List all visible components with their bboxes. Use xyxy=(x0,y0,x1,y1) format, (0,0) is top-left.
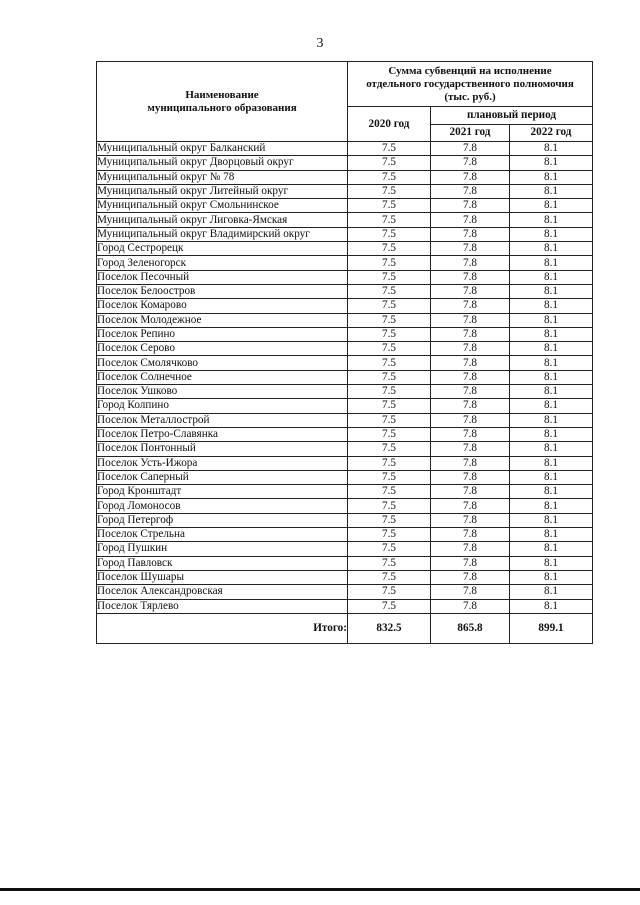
value-2022: 8.1 xyxy=(510,542,593,556)
value-2022: 8.1 xyxy=(510,342,593,356)
table-row xyxy=(97,499,593,513)
value-2022: 8.1 xyxy=(510,327,593,341)
municipality-name: Муниципальный округ Лиговка-Ямская xyxy=(97,213,348,227)
municipality-name: Поселок Молодежное xyxy=(97,313,348,327)
value-2020: 7.5 xyxy=(348,227,431,241)
table-row xyxy=(97,570,593,584)
value-2022: 8.1 xyxy=(510,399,593,413)
value-2021: 7.8 xyxy=(431,399,510,413)
value-2022: 8.1 xyxy=(510,213,593,227)
value-2021: 7.8 xyxy=(431,442,510,456)
value-2022: 8.1 xyxy=(510,284,593,298)
value-2020: 7.5 xyxy=(348,399,431,413)
value-2022: 8.1 xyxy=(510,442,593,456)
municipality-name: Поселок Ушково xyxy=(97,385,348,399)
value-2020: 7.5 xyxy=(348,370,431,384)
planning-period-header: плановый период xyxy=(431,107,593,125)
value-2022: 8.1 xyxy=(510,299,593,313)
value-2021: 7.8 xyxy=(431,485,510,499)
page-number: 3 xyxy=(316,36,324,51)
value-2021: 7.8 xyxy=(431,227,510,241)
table-row xyxy=(97,485,593,499)
table-row xyxy=(97,184,593,198)
amount-header-line3: (тыс. руб.) xyxy=(444,90,496,103)
table-row xyxy=(97,142,593,156)
value-2022: 8.1 xyxy=(510,313,593,327)
municipality-name: Муниципальный округ Дворцовый округ xyxy=(97,156,348,170)
municipality-name: Город Павловск xyxy=(97,556,348,570)
value-2021: 7.8 xyxy=(431,170,510,184)
table-row xyxy=(97,399,593,413)
value-2021: 7.8 xyxy=(431,299,510,313)
table-row xyxy=(97,227,593,241)
value-2022: 8.1 xyxy=(510,499,593,513)
municipality-header-line2: муниципального образования xyxy=(147,101,297,114)
municipality-name: Поселок Комарово xyxy=(97,299,348,313)
value-2022: 8.1 xyxy=(510,184,593,198)
total-2022: 899.1 xyxy=(510,613,593,643)
value-2021: 7.8 xyxy=(431,370,510,384)
value-2020: 7.5 xyxy=(348,299,431,313)
value-2020: 7.5 xyxy=(348,156,431,170)
table-body xyxy=(97,142,593,614)
table-row xyxy=(97,513,593,527)
municipality-name: Муниципальный округ Балканский xyxy=(97,142,348,156)
bottom-rule xyxy=(0,888,640,891)
value-2022: 8.1 xyxy=(510,599,593,613)
table-row xyxy=(97,356,593,370)
table-row xyxy=(97,413,593,427)
municipality-name: Поселок Тярлево xyxy=(97,599,348,613)
value-2021: 7.8 xyxy=(431,556,510,570)
value-2020: 7.5 xyxy=(348,556,431,570)
value-2020: 7.5 xyxy=(348,284,431,298)
table-row xyxy=(97,284,593,298)
value-2021: 7.8 xyxy=(431,270,510,284)
value-2022: 8.1 xyxy=(510,513,593,527)
value-2020: 7.5 xyxy=(348,327,431,341)
value-2021: 7.8 xyxy=(431,599,510,613)
value-2022: 8.1 xyxy=(510,199,593,213)
value-2022: 8.1 xyxy=(510,456,593,470)
value-2020: 7.5 xyxy=(348,528,431,542)
table-row xyxy=(97,270,593,284)
table-row xyxy=(97,528,593,542)
value-2021: 7.8 xyxy=(431,499,510,513)
table-row xyxy=(97,370,593,384)
value-2021: 7.8 xyxy=(431,184,510,198)
value-2022: 8.1 xyxy=(510,585,593,599)
value-2020: 7.5 xyxy=(348,485,431,499)
table-row xyxy=(97,456,593,470)
value-2021: 7.8 xyxy=(431,142,510,156)
municipality-name: Город Колпино xyxy=(97,399,348,413)
value-2021: 7.8 xyxy=(431,327,510,341)
value-2021: 7.8 xyxy=(431,427,510,441)
amount-header-line1: Сумма субвенций на исполнение xyxy=(388,64,552,77)
municipality-name: Город Зеленогорск xyxy=(97,256,348,270)
year-2022-header: 2022 год xyxy=(510,124,593,142)
value-2021: 7.8 xyxy=(431,470,510,484)
table-row xyxy=(97,599,593,613)
value-2022: 8.1 xyxy=(510,170,593,184)
municipality-name: Муниципальный округ Владимирский округ xyxy=(97,227,348,241)
value-2021: 7.8 xyxy=(431,213,510,227)
value-2022: 8.1 xyxy=(510,528,593,542)
municipality-header-line1: Наименование xyxy=(185,88,259,101)
subsidy-amount-header xyxy=(348,62,593,107)
value-2022: 8.1 xyxy=(510,470,593,484)
value-2021: 7.8 xyxy=(431,342,510,356)
value-2021: 7.8 xyxy=(431,199,510,213)
municipality-name: Поселок Песочный xyxy=(97,270,348,284)
value-2021: 7.8 xyxy=(431,570,510,584)
municipality-name: Поселок Белоостров xyxy=(97,284,348,298)
value-2021: 7.8 xyxy=(431,528,510,542)
table-row xyxy=(97,299,593,313)
municipality-name: Поселок Шушары xyxy=(97,570,348,584)
value-2020: 7.5 xyxy=(348,442,431,456)
table-row xyxy=(97,327,593,341)
year-2021-header: 2021 год xyxy=(431,124,510,142)
total-label: Итого: xyxy=(97,613,348,643)
municipality-name: Поселок Репино xyxy=(97,327,348,341)
municipality-name: Поселок Солнечное xyxy=(97,370,348,384)
value-2021: 7.8 xyxy=(431,356,510,370)
table-row xyxy=(97,556,593,570)
table-row xyxy=(97,470,593,484)
table-row xyxy=(97,242,593,256)
table-header xyxy=(97,62,593,142)
value-2021: 7.8 xyxy=(431,542,510,556)
value-2021: 7.8 xyxy=(431,585,510,599)
value-2020: 7.5 xyxy=(348,184,431,198)
table-row xyxy=(97,542,593,556)
value-2020: 7.5 xyxy=(348,513,431,527)
table-row xyxy=(97,342,593,356)
value-2021: 7.8 xyxy=(431,313,510,327)
value-2021: 7.8 xyxy=(431,156,510,170)
value-2020: 7.5 xyxy=(348,342,431,356)
value-2020: 7.5 xyxy=(348,142,431,156)
value-2020: 7.5 xyxy=(348,356,431,370)
municipality-name: Поселок Металлострой xyxy=(97,413,348,427)
table-row xyxy=(97,585,593,599)
value-2022: 8.1 xyxy=(510,385,593,399)
value-2021: 7.8 xyxy=(431,242,510,256)
municipality-name: Поселок Усть-Ижора xyxy=(97,456,348,470)
value-2021: 7.8 xyxy=(431,385,510,399)
value-2020: 7.5 xyxy=(348,170,431,184)
value-2020: 7.5 xyxy=(348,427,431,441)
value-2020: 7.5 xyxy=(348,213,431,227)
table-row xyxy=(97,256,593,270)
value-2020: 7.5 xyxy=(348,313,431,327)
total-row xyxy=(97,613,593,643)
table-row xyxy=(97,313,593,327)
value-2020: 7.5 xyxy=(348,585,431,599)
value-2020: 7.5 xyxy=(348,413,431,427)
municipality-name: Город Кронштадт xyxy=(97,485,348,499)
municipality-name: Поселок Смолячково xyxy=(97,356,348,370)
municipality-name: Город Сестрорецк xyxy=(97,242,348,256)
value-2022: 8.1 xyxy=(510,242,593,256)
value-2021: 7.8 xyxy=(431,456,510,470)
value-2022: 8.1 xyxy=(510,556,593,570)
value-2022: 8.1 xyxy=(510,570,593,584)
year-2020-header: 2020 год xyxy=(348,107,431,142)
value-2020: 7.5 xyxy=(348,456,431,470)
value-2022: 8.1 xyxy=(510,370,593,384)
municipality-name: Поселок Петро-Славянка xyxy=(97,427,348,441)
total-2021: 865.8 xyxy=(431,613,510,643)
municipality-name: Муниципальный округ № 78 xyxy=(97,170,348,184)
value-2020: 7.5 xyxy=(348,270,431,284)
value-2020: 7.5 xyxy=(348,199,431,213)
value-2020: 7.5 xyxy=(348,599,431,613)
value-2020: 7.5 xyxy=(348,570,431,584)
table-row xyxy=(97,427,593,441)
total-2020: 832.5 xyxy=(348,613,431,643)
value-2021: 7.8 xyxy=(431,284,510,298)
table-footer xyxy=(97,613,593,643)
value-2022: 8.1 xyxy=(510,413,593,427)
municipality-name: Город Ломоносов xyxy=(97,499,348,513)
value-2021: 7.8 xyxy=(431,256,510,270)
value-2022: 8.1 xyxy=(510,227,593,241)
value-2022: 8.1 xyxy=(510,270,593,284)
table-row xyxy=(97,199,593,213)
value-2022: 8.1 xyxy=(510,485,593,499)
value-2022: 8.1 xyxy=(510,256,593,270)
value-2022: 8.1 xyxy=(510,156,593,170)
value-2020: 7.5 xyxy=(348,385,431,399)
municipality-name: Муниципальный округ Литейный округ xyxy=(97,184,348,198)
municipality-column-header xyxy=(97,62,348,142)
value-2021: 7.8 xyxy=(431,513,510,527)
value-2020: 7.5 xyxy=(348,470,431,484)
municipality-name: Поселок Стрельна xyxy=(97,528,348,542)
table-row xyxy=(97,156,593,170)
subsidy-table xyxy=(96,61,593,644)
value-2021: 7.8 xyxy=(431,413,510,427)
municipality-name: Поселок Саперный xyxy=(97,470,348,484)
municipality-name: Поселок Александровская xyxy=(97,585,348,599)
table-row xyxy=(97,385,593,399)
municipality-name: Муниципальный округ Смольнинское xyxy=(97,199,348,213)
table-row xyxy=(97,442,593,456)
municipality-name: Поселок Понтонный xyxy=(97,442,348,456)
value-2020: 7.5 xyxy=(348,542,431,556)
value-2022: 8.1 xyxy=(510,427,593,441)
amount-header-line2: отдельного государственного полномочия xyxy=(366,77,574,90)
table-row xyxy=(97,213,593,227)
value-2022: 8.1 xyxy=(510,356,593,370)
table-row xyxy=(97,170,593,184)
value-2020: 7.5 xyxy=(348,499,431,513)
value-2020: 7.5 xyxy=(348,242,431,256)
municipality-name: Город Петергоф xyxy=(97,513,348,527)
municipality-name: Поселок Серово xyxy=(97,342,348,356)
value-2022: 8.1 xyxy=(510,142,593,156)
municipality-name: Город Пушкин xyxy=(97,542,348,556)
value-2020: 7.5 xyxy=(348,256,431,270)
